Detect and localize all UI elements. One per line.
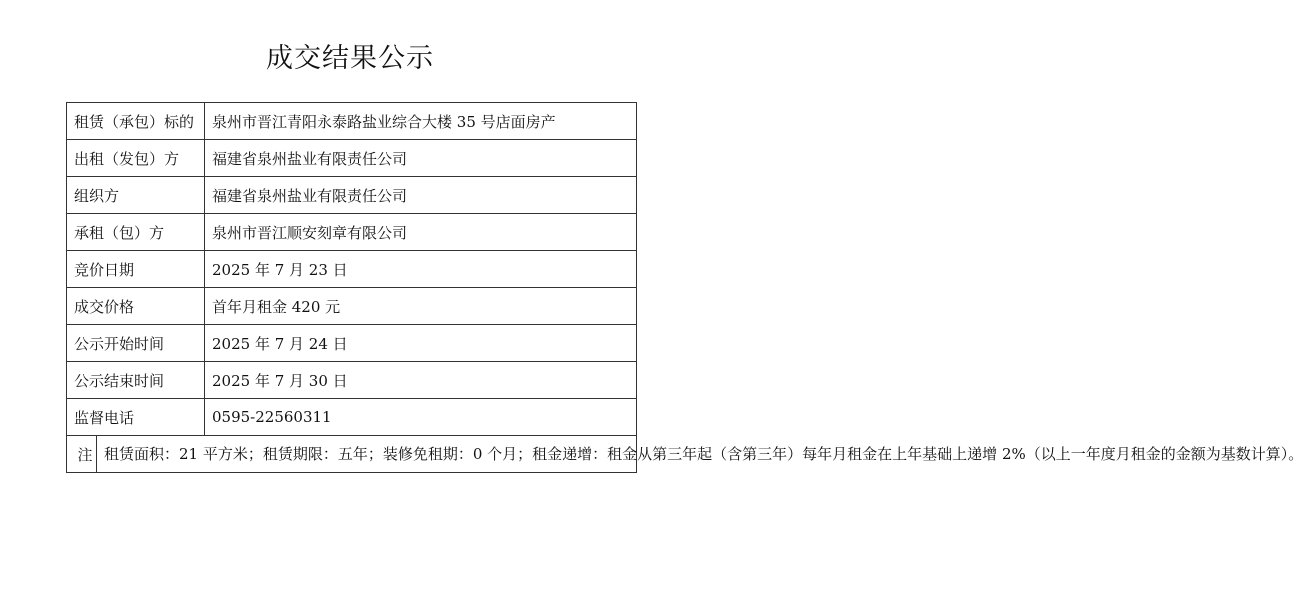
row-label-phone: 监督电话 (67, 399, 205, 436)
page-title: 成交结果公示 (266, 43, 434, 74)
row-value-subject: 泉州市晋江青阳永泰路盐业综合大楼 35 号店面房产 (205, 103, 637, 140)
row-label-start-date: 公示开始时间 (67, 325, 205, 362)
row-label-subject: 租赁（承包）标的 (67, 103, 205, 140)
row-label-bid-date: 竞价日期 (67, 251, 205, 288)
row-label-lessor: 出租（发包）方 (67, 140, 205, 177)
note-label: 注 (67, 436, 97, 473)
row-label-end-date: 公示结束时间 (67, 362, 205, 399)
row-value-price: 首年月租金 420 元 (205, 288, 637, 325)
table-row-organizer (67, 177, 637, 214)
row-value-lessee: 泉州市晋江顺安刻章有限公司 (205, 214, 637, 251)
row-value-lessor: 福建省泉州盐业有限责任公司 (205, 140, 637, 177)
table-row-note (67, 436, 637, 473)
table-row-lessee (67, 214, 637, 251)
row-value-end-date: 2025 年 7 月 30 日 (205, 362, 637, 399)
table-row-bid-date (67, 251, 637, 288)
table-row-phone (67, 399, 637, 436)
row-value-bid-date: 2025 年 7 月 23 日 (205, 251, 637, 288)
table-row-start-date (67, 325, 637, 362)
row-label-organizer: 组织方 (67, 177, 205, 214)
result-table (66, 102, 1303, 473)
table-row-price (67, 288, 637, 325)
note-text: 租赁面积：21 平方米；租赁期限：五年；装修免租期：0 个月；租金递增：租金从第三年起（含第三年）每年月租金在上年基础上递增 2%（以上一年度月租金的金额为基数计算）。 (97, 436, 637, 473)
row-value-phone: 0595-22560311 (205, 399, 637, 436)
row-value-organizer: 福建省泉州盐业有限责任公司 (205, 177, 637, 214)
table-row-lessor (67, 140, 637, 177)
table-row-end-date (67, 362, 637, 399)
table-row-subject (67, 103, 637, 140)
row-value-start-date: 2025 年 7 月 24 日 (205, 325, 637, 362)
row-label-lessee: 承租（包）方 (67, 214, 205, 251)
row-label-price: 成交价格 (67, 288, 205, 325)
